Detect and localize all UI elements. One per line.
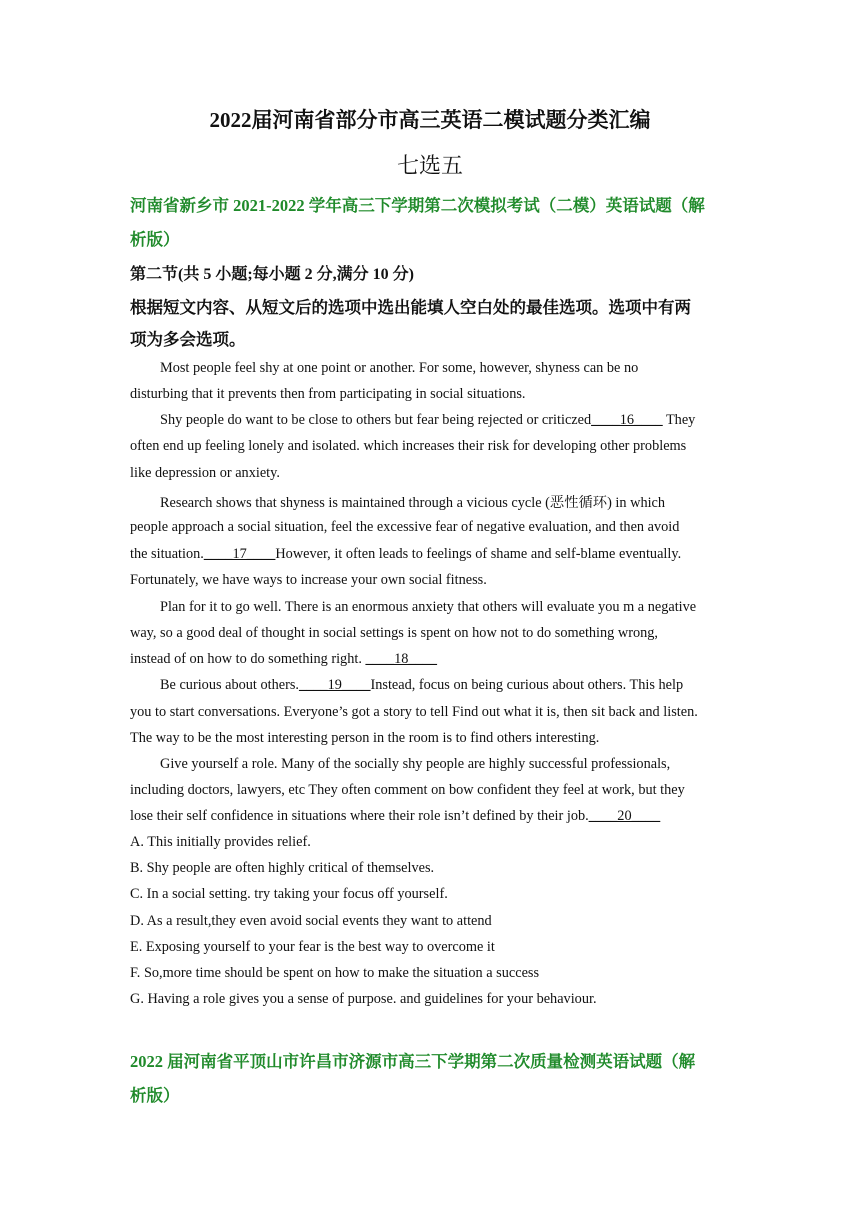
passage-line bbox=[130, 677, 740, 694]
option-a: A. This initially provides relief. bbox=[130, 834, 311, 850]
passage-line: including doctors, lawyers, etc They often comment on bow confident they feel at work, but they bbox=[130, 782, 685, 798]
passage-line: disturbing that it prevents then from participating in social situations. bbox=[130, 386, 526, 402]
passage-text: Be curious about others. bbox=[160, 677, 299, 693]
passage-line: The way to be the most interesting person in the room is to find others interesting. bbox=[130, 730, 600, 746]
passage-line: often end up feeling lonely and isolated. which increases their risk for developing other problems bbox=[130, 438, 687, 454]
blank-17: ____17____ bbox=[203, 546, 276, 562]
blank-18: ____18____ bbox=[365, 651, 437, 667]
passage-line bbox=[130, 412, 740, 429]
passage-line: Give yourself a role. Many of the socially shy people are highly successful professionals, bbox=[160, 756, 671, 772]
passage-text: instead of on how to do something right. bbox=[130, 651, 366, 667]
passage-line: way, so a good deal of thought in social settings is spent on how not to do something wrong, bbox=[130, 625, 659, 641]
document-title: 2022届河南省部分市高三英语二模试题分类汇编 bbox=[209, 108, 651, 132]
passage-text: Shy people do want to be close to others but fear being rejected or criticzed bbox=[160, 412, 592, 428]
source-heading-line-1: 河南省新乡市 2021-2022 学年高三下学期第二次模拟考试（二模）英语试题（解 bbox=[130, 196, 705, 215]
passage-line bbox=[130, 808, 740, 825]
instruction-line-1: 根据短文内容、从短文后的选项中选出能填人空白处的最佳选项。选项中有两 bbox=[130, 298, 691, 317]
option-f: F. So,more time should be spent on how to make the situation a success bbox=[130, 965, 540, 981]
passage-line: Plan for it to go well. There is an enormous anxiety that others will evaluate you m a negative bbox=[160, 599, 697, 615]
document-subtitle: 七选五 bbox=[396, 153, 463, 178]
part-title: 第二节(共 5 小题;每小题 2 分,满分 10 分) bbox=[130, 266, 414, 283]
passage-text: However, it often leads to feelings of shame and self-blame eventually. bbox=[275, 546, 682, 562]
option-b: B. Shy people are often highly critical of themselves. bbox=[130, 860, 435, 876]
option-d: D. As a result,they even avoid social events they want to attend bbox=[130, 913, 492, 929]
passage-text: They bbox=[662, 412, 696, 428]
passage-line: people approach a social situation, feel the excessive fear of negative evaluation, and then avoid bbox=[130, 519, 680, 535]
blank-16: ____16____ bbox=[591, 412, 663, 428]
passage-line: Research shows that shyness is maintained through a vicious cycle (恶性循环) in which bbox=[160, 495, 666, 511]
source-heading-line-2: 析版） bbox=[130, 230, 180, 249]
passage-text: Instead, focus on being curious about others. This help bbox=[370, 677, 684, 693]
passage-line: Fortunately, we have ways to increase your own social fitness. bbox=[130, 572, 487, 588]
option-e: E. Exposing yourself to your fear is the best way to overcome it bbox=[130, 939, 495, 955]
passage-line bbox=[130, 651, 740, 668]
option-c: C. In a social setting. try taking your focus off yourself. bbox=[130, 886, 448, 902]
passage-line: Most people feel shy at one point or another. For some, however, shyness can be no bbox=[160, 360, 639, 376]
passage-line bbox=[130, 546, 740, 563]
source-heading-2-line-2: 析版） bbox=[130, 1086, 180, 1105]
passage-line: like depression or anxiety. bbox=[130, 465, 280, 481]
instruction-line-2: 项为多会选项。 bbox=[130, 330, 246, 349]
passage-line: you to start conversations. Everyone’s got a story to tell Find out what it is, then sit back and listen. bbox=[130, 704, 698, 720]
blank-20: ____20____ bbox=[588, 808, 661, 824]
blank-19: ____19____ bbox=[298, 677, 371, 693]
option-g: G. Having a role gives you a sense of purpose. and guidelines for your behaviour. bbox=[130, 991, 597, 1007]
source-heading-2-line-1: 2022 届河南省平顶山市许昌市济源市高三下学期第二次质量检测英语试题（解 bbox=[130, 1052, 696, 1071]
passage-text: the situation. bbox=[130, 546, 204, 562]
passage-text: lose their self confidence in situations where their role isn’t defined by their job. bbox=[130, 808, 589, 824]
